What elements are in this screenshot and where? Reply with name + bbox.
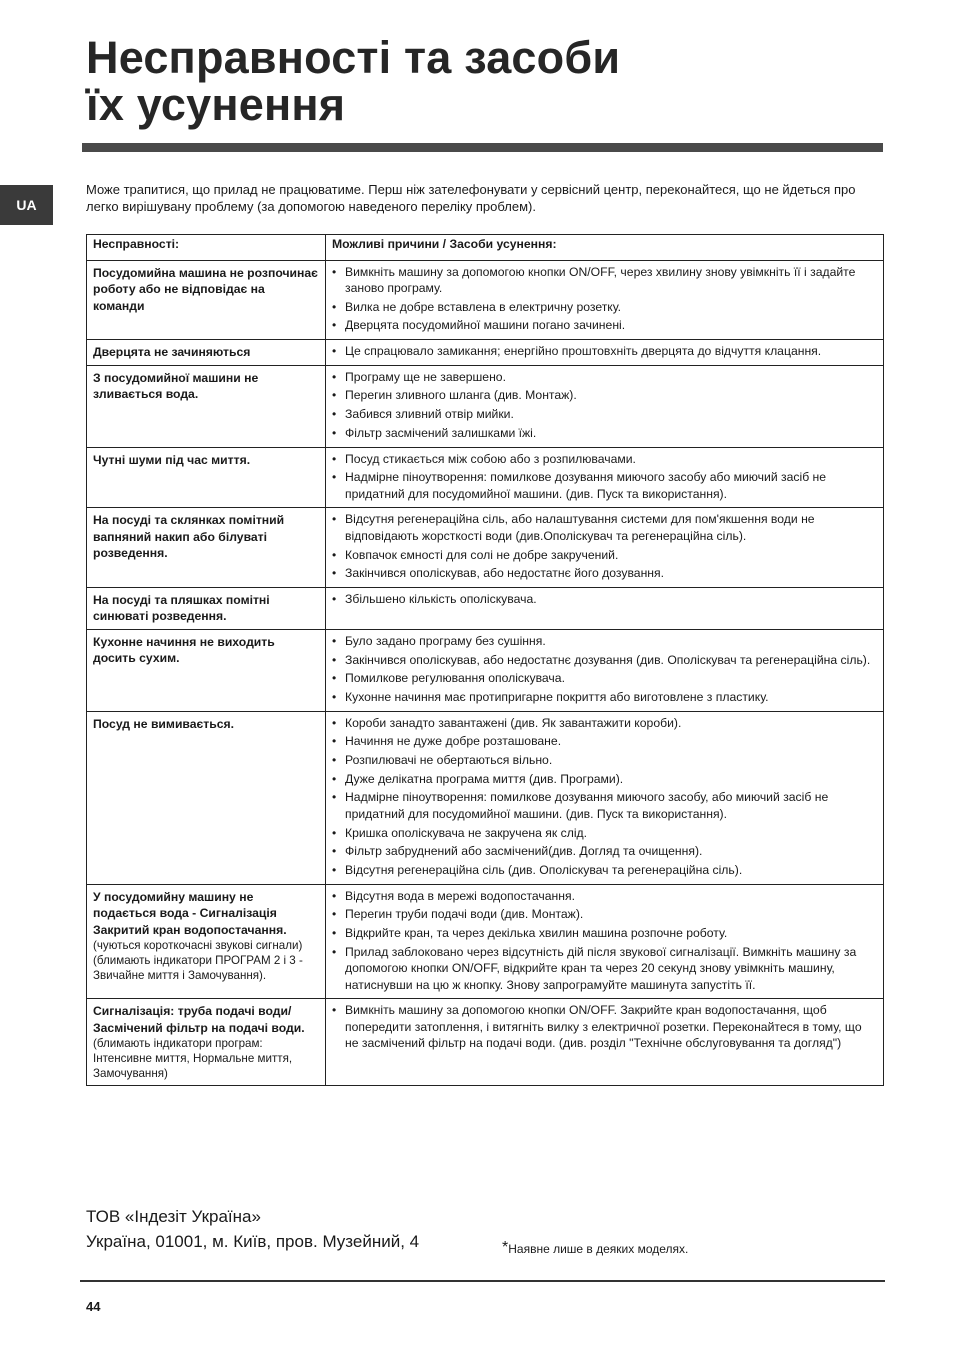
company-info	[86, 1204, 419, 1254]
table-row	[87, 587, 884, 629]
problem-cell	[87, 884, 326, 999]
causes-cell	[326, 629, 884, 711]
table-row	[87, 508, 884, 588]
footnote	[502, 1240, 688, 1258]
problem-title: Кухонне начиння не виходить досить сухим.	[93, 634, 275, 666]
problem-title: На посуді та склянках помітний вапняний накип або білуваті розведення.	[93, 513, 285, 561]
language-tab: UA	[0, 185, 53, 225]
problem-title: Дверцята не зачиняються	[93, 345, 251, 360]
company-name: ТОВ «Індезіт Україна»	[86, 1207, 261, 1226]
cause-item: • Розпилювачі не обертаються вільно.	[332, 752, 877, 769]
problem-note: (блимають індикатори програм: Інтенсивне миття, Нормальне миття, Замочування)	[93, 1037, 293, 1081]
problem-cell	[87, 260, 326, 340]
page-number: 44	[86, 1299, 101, 1314]
causes-cell	[326, 587, 884, 629]
causes-list	[332, 343, 877, 360]
cause-item: • Це спрацювало замикання; енергійно проштовхніть дверцята до відчуття клацання.	[332, 343, 877, 360]
header-problems: Несправності:	[87, 235, 326, 261]
problem-title: Чутні шуми під час миття.	[93, 452, 251, 467]
table-header-row	[87, 235, 884, 261]
footnote-star: *	[502, 1239, 509, 1256]
cause-item: • Відсутня вода в мережі водопостачання.	[332, 888, 877, 905]
title-divider	[82, 143, 883, 152]
footer-divider	[80, 1280, 885, 1282]
table-row	[87, 260, 884, 340]
problem-title: З посудомийної машини не зливається вода.	[93, 370, 259, 402]
table-row	[87, 884, 884, 999]
table-row	[87, 365, 884, 447]
causes-cell	[326, 447, 884, 508]
cause-item: • Відкрийте кран, та через декілька хвилин машина розпочне роботу.	[332, 925, 877, 942]
causes-list	[332, 888, 877, 994]
cause-item: • Забився зливний отвір мийки.	[332, 406, 877, 423]
problem-title: Посудомийна машина не розпочинає роботу або не відповідає на команди	[93, 265, 318, 313]
cause-item: • Кухонне начиння має протипригарне покриття або виготовлене з пластику.	[332, 689, 877, 706]
causes-cell	[326, 508, 884, 588]
problem-cell	[87, 447, 326, 508]
causes-cell	[326, 999, 884, 1086]
page-title	[86, 34, 620, 128]
problem-note: (блимають індикатори ПРОГРАМ 2 і 3 - Звичайне миття і Замочування).	[93, 954, 303, 983]
page-title-line-2: їх усунення	[86, 79, 346, 130]
problem-cell	[87, 365, 326, 447]
company-address: Україна, 01001, м. Київ, пров. Музейний, 4	[86, 1232, 420, 1251]
cause-item: • Було задано програму без сушіння.	[332, 633, 877, 650]
problem-title: У посудомийну машину не подається вода - Сигналізація Закритий кран водопостачання.	[93, 889, 287, 937]
cause-item: • Закінчився ополіскував, або недостатнє дозування (див. Ополіскувач та регенераційна сіль).	[332, 652, 877, 669]
cause-item: • Ковпачок ємності для солі не добре закручений.	[332, 547, 877, 564]
cause-item: • Дверцята посудомийної машини погано зачинені.	[332, 317, 877, 334]
problem-note: (чуються короткочасні звукові сигнали)	[93, 939, 303, 953]
causes-list	[332, 633, 877, 706]
cause-item: • Вимкніть машину за допомогою кнопки ON/OFF, через хвилину знову увімкніть її і задайте заново програму.	[332, 264, 877, 297]
causes-cell	[326, 260, 884, 340]
table-row	[87, 629, 884, 711]
table-row	[87, 999, 884, 1086]
table-row	[87, 447, 884, 508]
cause-item: • Фільтр засмічений залишками їжі.	[332, 425, 877, 442]
problem-cell	[87, 508, 326, 588]
cause-item: • Прилад заблоковано через відсутність дій після звукової сигналізації. Вимкніть машину за допомогою кнопки ON/OFF, відкрийте кран та через 20 секунд знову увімкніть машину, натиснувши на цю ж кнопку. Знову запрограмуйте машинута запустіть її.	[332, 944, 877, 994]
causes-list	[332, 591, 877, 608]
cause-item: • Відсутня регенераційна сіль (див. Ополіскувач та регенераційна сіль).	[332, 862, 877, 879]
cause-item: • Перегин зливного шланга (див. Монтаж).	[332, 387, 877, 404]
causes-list	[332, 369, 877, 442]
problem-cell	[87, 587, 326, 629]
troubleshooting-table	[86, 234, 884, 1086]
cause-item: • Перегин труби подачі води (див. Монтаж).	[332, 906, 877, 923]
problem-cell	[87, 711, 326, 884]
cause-item: • Фільтр забруднений або засмічений(див. Догляд та очищення).	[332, 843, 877, 860]
causes-list	[332, 264, 877, 334]
cause-item: • Збільшено кількість ополіскувача.	[332, 591, 877, 608]
causes-cell	[326, 711, 884, 884]
page-title-line-1: Несправності та засоби	[86, 32, 621, 83]
table-row	[87, 711, 884, 884]
cause-item: • Короби занадто завантажені (див. Як завантажити короби).	[332, 715, 877, 732]
table-body	[87, 260, 884, 1086]
problem-cell	[87, 629, 326, 711]
causes-cell	[326, 340, 884, 366]
problem-title: На посуді та пляшках помітні синюваті розведення.	[93, 592, 270, 624]
cause-item: • Вилка не добре вставлена в електричну розетку.	[332, 299, 877, 316]
problem-title: Сигналізація: труба подачі води/ Засмічений фільтр на подачі води.	[93, 1004, 305, 1035]
cause-item: • Вимкніть машину за допомогою кнопки ON/OFF. Закрийте кран водопостачання, щоб попередити затоплення, і витягніть вилку з електричної розетки. Переконайтеся в тому, що не засмічений фільтр на подачі води. (див. розділ "Технічне обслуговування та догляд")	[332, 1002, 877, 1052]
table-row	[87, 340, 884, 366]
cause-item: • Надмірне піноутворення: помилкове дозування миючого засобу або миючий засіб не придатний для посудомийної машини. (див. Пуск та використання).	[332, 469, 877, 502]
cause-item: • Начиння не дуже добре розташоване.	[332, 733, 877, 750]
cause-item: • Програму ще не завершено.	[332, 369, 877, 386]
cause-item: • Надмірне піноутворення: помилкове дозування миючого засобу, або миючий засіб не придатний для посудомийної машини. (див. Пуск та використання).	[332, 789, 877, 822]
cause-item: • Закінчився ополіскував, або недостатнє його дозування.	[332, 565, 877, 582]
problem-title: Посуд не вимивається.	[93, 716, 235, 731]
causes-cell	[326, 365, 884, 447]
causes-cell	[326, 884, 884, 999]
causes-list	[332, 1002, 877, 1052]
causes-list	[332, 511, 877, 581]
cause-item: • Дуже делікатна програма миття (див. Програми).	[332, 771, 877, 788]
cause-item: • Кришка ополіскувача не закручена як слід.	[332, 825, 877, 842]
problem-cell	[87, 999, 326, 1086]
cause-item: • Посуд стикається між собою або з розпилювачами.	[332, 451, 877, 468]
footnote-text: Наявне лише в деяких моделях.	[508, 1242, 689, 1256]
cause-item: • Відсутня регенераційна сіль, або налаштування системи для пом'якшення води не відповідають жорсткості води (див.Ополіскувач та регенераційна сіль).	[332, 511, 877, 544]
problem-cell	[87, 340, 326, 366]
causes-list	[332, 715, 877, 879]
causes-list	[332, 451, 877, 503]
header-causes: Можливі причини / Засоби усунення:	[326, 235, 884, 261]
intro-paragraph: Може трапитися, що прилад не працюватиме. Перш ніж зателефонувати у сервісний центр, переконайтеся, що не йдеться про легко вирішувану проблему (за допомогою наведеного переліку проблем).	[86, 182, 856, 214]
cause-item: • Помилкове регулювання ополіскувача.	[332, 670, 877, 687]
